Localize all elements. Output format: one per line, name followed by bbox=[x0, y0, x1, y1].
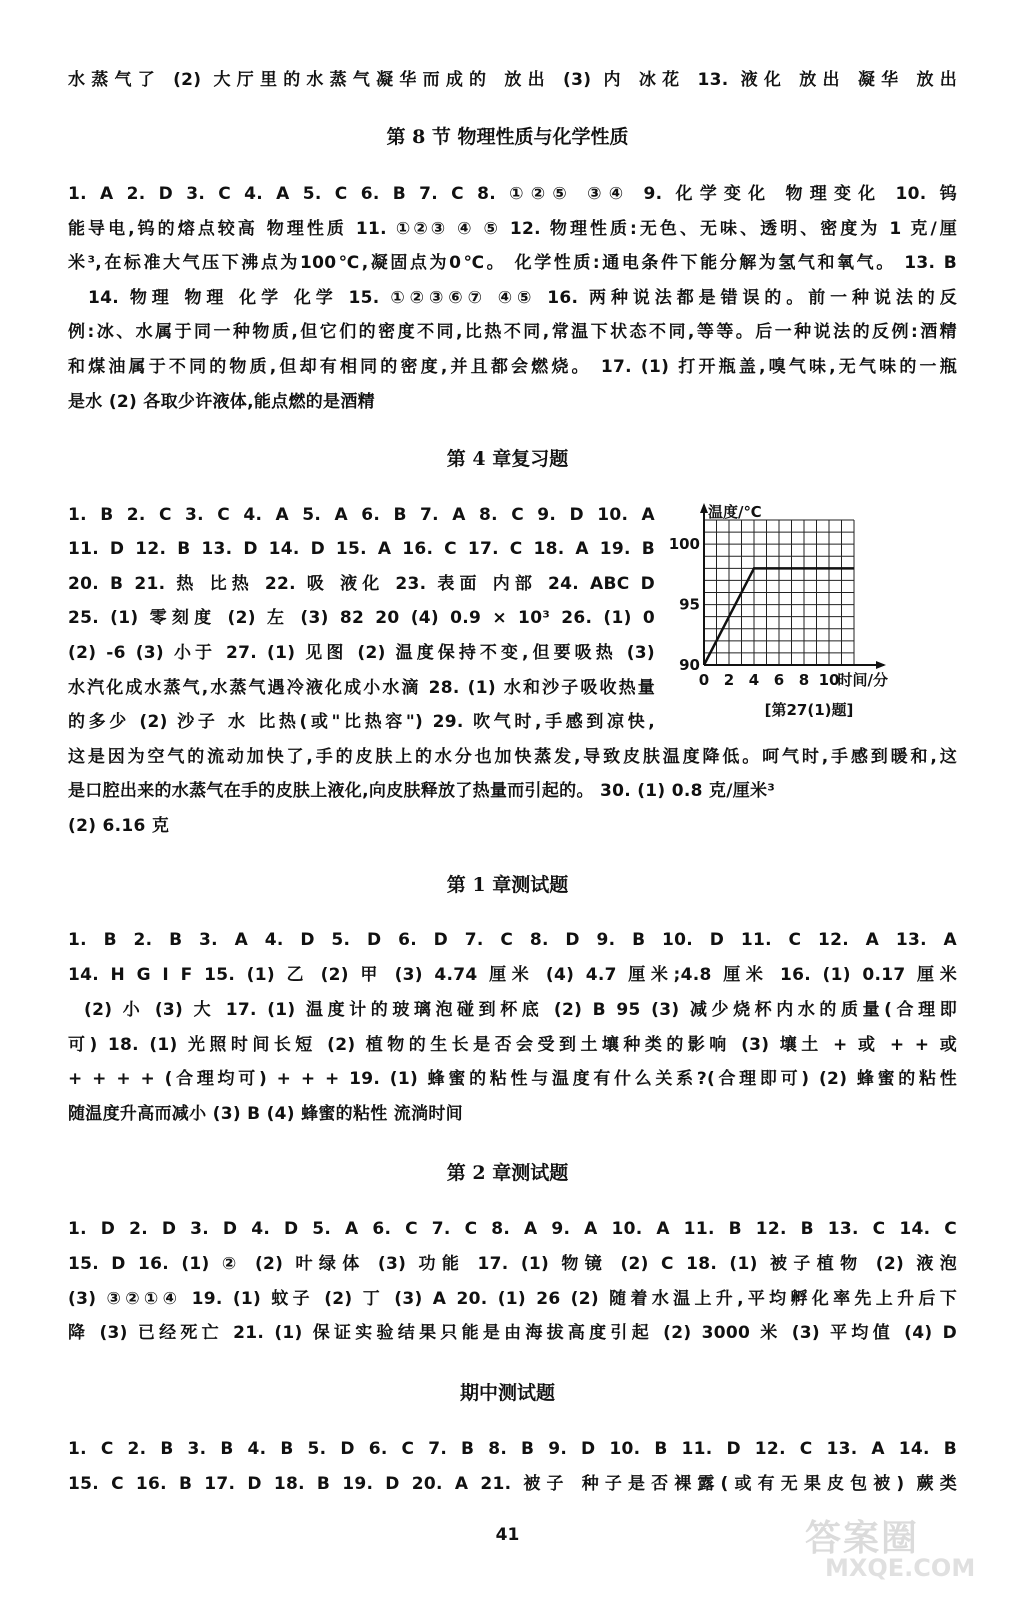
answer-line: 20. B 21. 热 比热 22. 吸 液化 23. 表面 内部 24. ABC D bbox=[68, 574, 655, 594]
answer-line: 1. A 2. D 3. C 4. A 5. C 6. B 7. C 8. ①②⑤ ③④ 9. 化学变化 物理变化 10. 钨 bbox=[68, 184, 957, 204]
x-tick-label: 8 bbox=[798, 671, 810, 689]
answer-line: (3) ③②①④ 19. (1) 蚊子 (2) 丁 (3) A 20. (1) 26 (2) 随着水温上升,平均孵化率先上升后下 bbox=[68, 1289, 957, 1309]
x-axis-label: 时间/分 bbox=[837, 671, 888, 689]
x-tick-label: 0 bbox=[698, 671, 710, 689]
answer-line: 14. 物理 物理 化学 化学 15. ①②③⑥⑦ ④⑤ 16. 两种说法都是错误的。前一种说法的反 bbox=[88, 288, 957, 308]
answer-line: 可) 18. (1) 光照时间长短 (2) 植物的生长是否会受到土壤种类的影响 (3) 壤土 + 或 + + 或 bbox=[68, 1035, 957, 1055]
x-tick-label: 10 bbox=[818, 671, 840, 689]
answer-line: 25. (1) 零刻度 (2) 左 (3) 82 20 (4) 0.9 × 10³ 26. (1) 0 bbox=[68, 608, 655, 628]
chart-caption: [第27(1)题] bbox=[764, 701, 854, 719]
watermark bbox=[805, 1510, 1005, 1590]
answer-line: 1. D 2. D 3. D 4. D 5. A 6. C 7. C 8. A 9. A 10. A 11. B 12. B 13. C 14. C bbox=[68, 1219, 957, 1239]
watermark-logo: 答案圈 bbox=[805, 1518, 920, 1559]
x-tick-label: 2 bbox=[723, 671, 735, 689]
page-number: 41 bbox=[495, 1525, 520, 1545]
answer-line: 的多少 (2) 沙子 水 比热(或"比热容") 29. 吹气时,手感到凉快, bbox=[68, 712, 655, 732]
answer-line: 1. B 2. C 3. C 4. A 5. A 6. B 7. A 8. C 9. D 10. A bbox=[68, 505, 655, 525]
answer-line: 能导电,钨的熔点较高 物理性质 11. ①②③ ④ ⑤ 12. 物理性质:无色、无味、透明、密度为 1 克/厘 bbox=[68, 219, 957, 239]
section-title: 第 1 章测试题 bbox=[446, 874, 569, 896]
x-axis-arrow bbox=[876, 661, 886, 669]
temperature-time-chart bbox=[668, 495, 972, 765]
answer-line: 是口腔出来的水蒸气在手的皮肤上液化,向皮肤释放了热量而引起的。 30. (1) 0.8 克/厘米³ bbox=[68, 781, 776, 801]
answer-line: 15. D 16. (1) ② (2) 叶绿体 (3) 功能 17. (1) 物镜 (2) C 18. (1) 被子植物 (2) 液泡 bbox=[68, 1254, 957, 1274]
section-title: 第 4 章复习题 bbox=[446, 448, 569, 470]
y-tick-label: 90 bbox=[679, 656, 700, 674]
y-axis-arrow bbox=[700, 503, 708, 513]
answer-line: + + + + (合理均可) + + + 19. (1) 蜂蜜的粘性与温度有什么关系?(合理即可) (2) 蜂蜜的粘性 bbox=[68, 1069, 957, 1089]
answer-line: 和煤油属于不同的物质,但却有相同的密度,并且都会燃烧。 17. (1) 打开瓶盖,嗅气味,无气味的一瓶 bbox=[68, 357, 957, 377]
answer-line: 米³,在标准大气压下沸点为100℃,凝固点为0℃。 化学性质:通电条件下能分解为氢气和氧气。 13. B bbox=[68, 253, 957, 273]
answer-line: 是水 (2) 各取少许液体,能点燃的是酒精 bbox=[68, 392, 375, 412]
y-axis-label: 温度/℃ bbox=[708, 503, 762, 521]
x-tick-label: 6 bbox=[773, 671, 785, 689]
y-tick-label: 95 bbox=[679, 595, 700, 614]
answer-line: (2) 6.16 克 bbox=[68, 816, 170, 836]
answer-line: 11. D 12. B 13. D 14. D 15. A 16. C 17. C 18. A 19. B bbox=[68, 539, 655, 559]
answer-line: 1. B 2. B 3. A 4. D 5. D 6. D 7. C 8. D 9. B 10. D 11. C 12. A 13. A bbox=[68, 930, 957, 950]
answer-line: 随温度升高而减小 (3) B (4) 蜂蜜的粘性 流淌时间 bbox=[68, 1104, 463, 1124]
answer-line: 水汽化成水蒸气,水蒸气遇冷液化成小水滴 28. (1) 水和沙子吸收热量 bbox=[68, 678, 655, 698]
section-title: 期中测试题 bbox=[459, 1382, 555, 1404]
answer-line: 水蒸气了 (2) 大厅里的水蒸气凝华而成的 放出 (3) 内 冰花 13. 液化 放出 凝华 放出 bbox=[68, 70, 957, 90]
answer-line: 1. C 2. B 3. B 4. B 5. D 6. C 7. B 8. B 9. D 10. B 11. D 12. C 13. A 14. B bbox=[68, 1439, 957, 1459]
answer-line: 14. H G I F 15. (1) 乙 (2) 甲 (3) 4.74 厘米 (4) 4.7 厘米;4.8 厘米 16. (1) 0.17 厘米 bbox=[68, 965, 957, 985]
y-tick-label: 100 bbox=[668, 535, 700, 554]
section-title: 第 8 节 物理性质与化学性质 bbox=[386, 126, 629, 148]
answer-line: 降 (3) 已经死亡 21. (1) 保证实验结果只能是由海拔高度引起 (2) 3000 米 (3) 平均值 (4) D bbox=[68, 1323, 957, 1343]
answer-line: 例:冰、水属于同一种物质,但它们的密度不同,比热不同,常温下状态不同,等等。后一种说法的反例:酒精 bbox=[68, 322, 957, 342]
section-title: 第 2 章测试题 bbox=[446, 1162, 569, 1184]
answer-line: (2) -6 (3) 小于 27. (1) 见图 (2) 温度保持不变,但要吸热 (3) bbox=[68, 643, 655, 663]
answer-line: 15. C 16. B 17. D 18. B 19. D 20. A 21. 被子 种子是否裸露(或有无果皮包被) 蕨类 bbox=[68, 1474, 957, 1494]
answer-line: (2) 小 (3) 大 17. (1) 温度计的玻璃泡碰到杯底 (2) B 95 (3) 减少烧杯内水的质量(合理即 bbox=[84, 1000, 957, 1020]
answer-line: 这是因为空气的流动加快了,手的皮肤上的水分也加快蒸发,导致皮肤温度降低。呵气时,手感到暖和,这 bbox=[68, 747, 957, 767]
watermark-url: MXQE.COM bbox=[825, 1554, 976, 1582]
x-tick-label: 4 bbox=[748, 671, 760, 689]
